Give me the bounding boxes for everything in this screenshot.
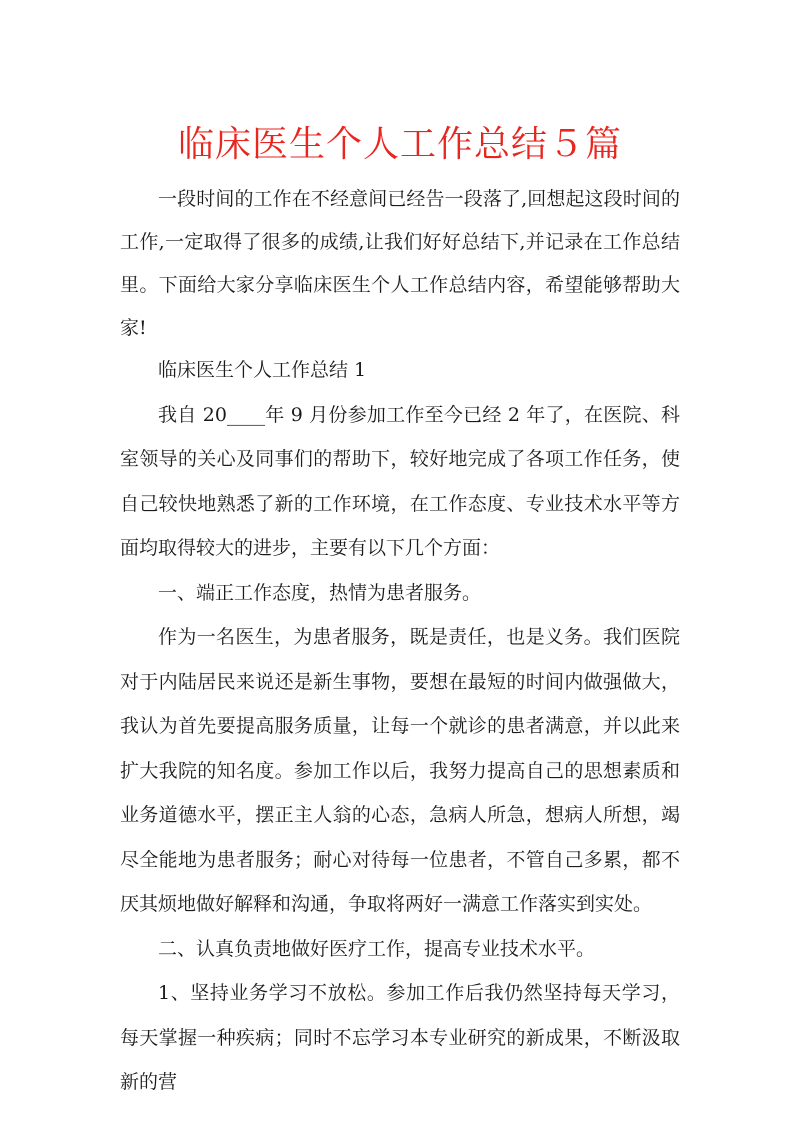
intro-paragraph: 一段时间的工作在不经意间已经告一段落了,回想起这段时间的工作,一定取得了很多的成绩,让我们好好总结下,并记录在工作总结里。下面给大家分享临床医生个人工作总结内容，希望能够帮助大家! (120, 188, 680, 339)
subheading: 一、端正工作态度，热情为患者服务。 (158, 581, 482, 604)
section-heading: 临床医生个人工作总结 1 (158, 359, 367, 381)
body-paragraph: 1、坚持业务学习不放松。参加工作后我仍然坚持每天学习，每天掌握一种疾病；同时不忘学习本专业研究的新成果，不断汲取新的营 (120, 982, 680, 1093)
intro-section (120, 178, 680, 350)
document-title: 临床医生个人工作总结５篇 (177, 124, 622, 165)
content-section (120, 348, 680, 1105)
body-paragraph: 我自 20____年 9 月份参加工作至今已经 2 年了，在医院、科室领导的关心及同事们的帮助下，较好地完成了各项工作任务，使自己较快地熟悉了新的工作环境，在工作态度、专业技术水平等方面均取得较大的进步，主要有以下几个方面： (120, 403, 680, 559)
subheading: 二、认真负责地做好医疗工作，提高专业技术水平。 (158, 937, 596, 960)
body-paragraph: 作为一名医生，为患者服务，既是责任，也是义务。我们医院对于内陆居民来说还是新生事物，要想在最短的时间内做强做大，我认为首先要提高服务质量，让每一个就诊的患者满意，并以此来扩大我院的知名度。参加工作以后，我努力提高自己的思想素质和业务道德水平，摆正主人翁的心态，急病人所急，想病人所想，竭尽全能地为患者服务；耐心对待每一位患者，不管自己多累，都不厌其烦地做好解释和沟通，争取将两好一满意工作落实到实处。 (120, 626, 680, 915)
